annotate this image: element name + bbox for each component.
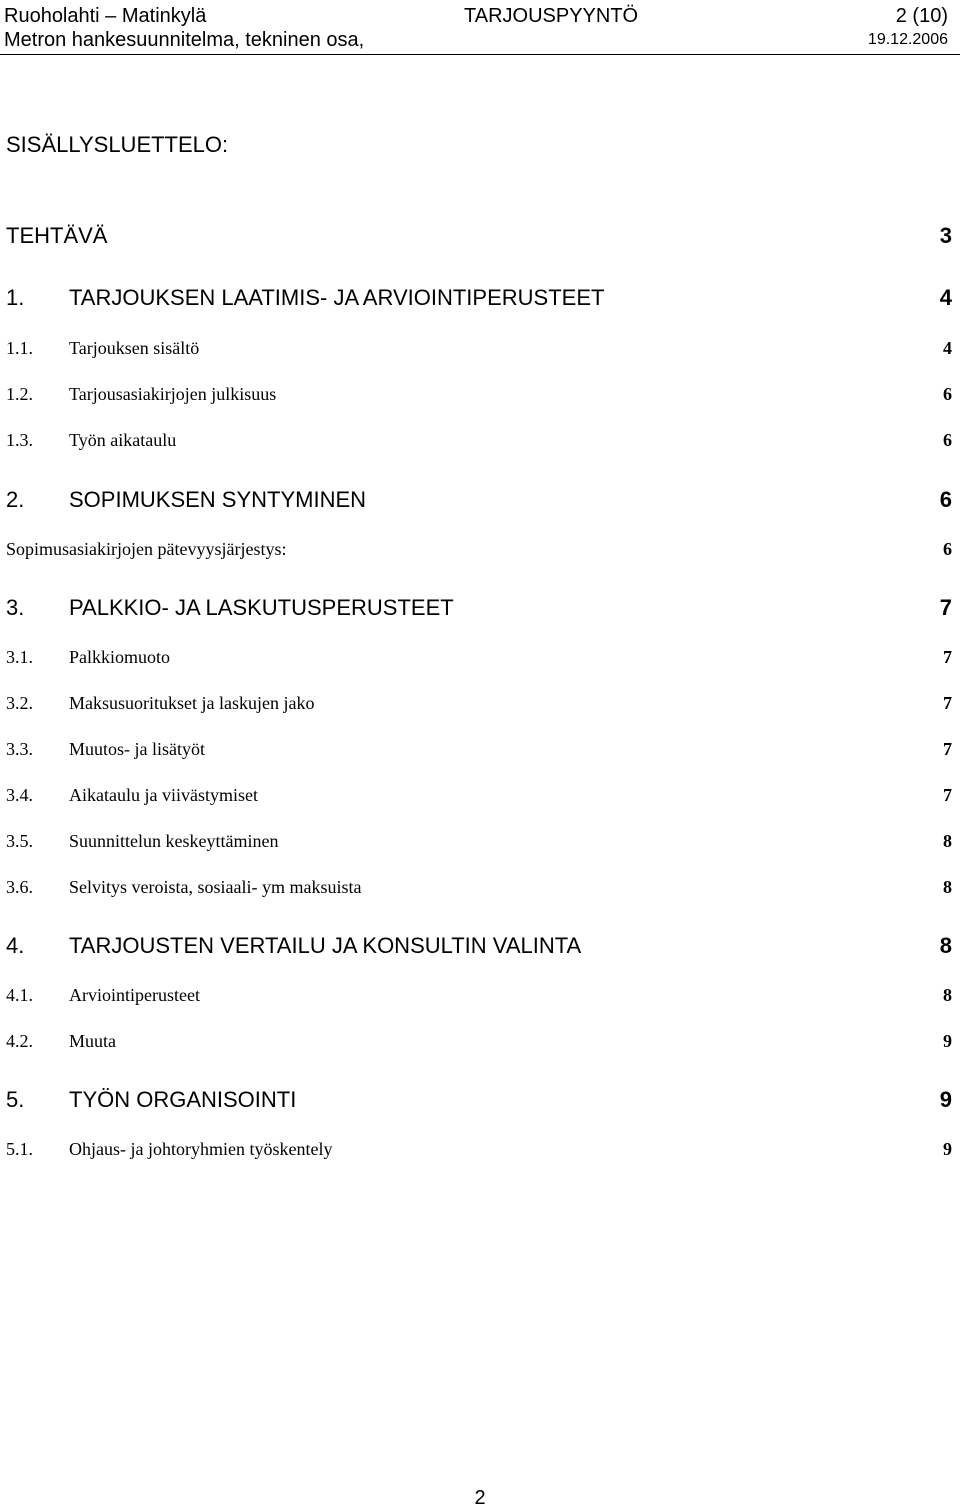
toc-entry-page: 9 — [939, 1087, 952, 1112]
toc-entry-text: Suunnittelun keskeyttäminen — [69, 831, 279, 851]
header-row-1 — [0, 4, 960, 28]
toc-entry[interactable] — [0, 829, 960, 853]
toc-entry-page: 6 — [943, 539, 952, 559]
toc-entry[interactable] — [0, 222, 960, 250]
toc-entry[interactable] — [0, 1137, 960, 1161]
toc-entry-number: 3.6. — [6, 877, 33, 897]
toc-entry-text: TYÖN ORGANISOINTI — [69, 1087, 297, 1112]
toc-entry-number: 3.1. — [6, 647, 33, 667]
toc-entry-number: 4.1. — [6, 985, 33, 1005]
toc-entry-page: 8 — [943, 877, 952, 897]
toc-entry-page: 9 — [943, 1031, 952, 1051]
toc-entry-page: 7 — [943, 647, 952, 667]
toc-entry-page: 4 — [939, 285, 952, 310]
toc-entry[interactable] — [0, 875, 960, 899]
toc-entry-text: Palkkiomuoto — [69, 647, 171, 667]
toc-entry-text: PALKKIO- JA LASKUTUSPERUSTEET — [69, 595, 454, 620]
toc-entry[interactable] — [0, 645, 960, 669]
toc-entry-text: Maksusuoritukset ja laskujen jako — [69, 693, 315, 713]
toc-entry-text: Muuta — [69, 1031, 116, 1051]
toc-entry-page: 3 — [939, 223, 952, 248]
toc-entry-page: 8 — [939, 933, 952, 958]
toc-entry-page: 8 — [943, 831, 952, 851]
toc-entry-number: 5.1. — [6, 1139, 33, 1159]
toc-entry[interactable] — [0, 1029, 960, 1053]
toc-entry-text: Aikataulu ja viivästymiset — [69, 785, 258, 805]
toc-entry-text: Ohjaus- ja johtoryhmien työskentely — [69, 1139, 333, 1159]
toc-entry-page: 7 — [943, 739, 952, 759]
toc-entry-text: Muutos- ja lisätyöt — [69, 739, 205, 759]
toc-entry[interactable] — [0, 428, 960, 452]
toc-entry-number: 3.2. — [6, 693, 33, 713]
toc-entry-number: 4. — [6, 933, 25, 958]
toc-entry-number: 3. — [6, 595, 25, 620]
toc-entry[interactable] — [0, 284, 960, 312]
toc-entry-page: 4 — [943, 338, 952, 358]
toc-entry[interactable] — [0, 783, 960, 807]
header-row-2 — [0, 28, 960, 52]
header-date: 19.12.2006 — [867, 31, 948, 48]
toc-entry-number: 3.4. — [6, 785, 33, 805]
toc-entry[interactable] — [0, 1086, 960, 1114]
toc-entry-page: 6 — [939, 487, 952, 512]
toc-entry-text: Tarjousasiakirjojen julkisuus — [69, 384, 277, 404]
toc-entry-number: 3.3. — [6, 739, 33, 759]
toc-entry-page: 8 — [943, 985, 952, 1005]
toc-entry-number: 1.1. — [6, 338, 33, 358]
toc-entry-page: 6 — [943, 384, 952, 404]
toc-entry[interactable] — [0, 336, 960, 360]
toc-title: SISÄLLYSLUETTELO: — [6, 132, 229, 157]
header-page-of: 2 (10) — [895, 5, 948, 27]
toc-entry[interactable] — [0, 983, 960, 1007]
toc-entry-text: SOPIMUKSEN SYNTYMINEN — [69, 487, 367, 512]
toc-entry[interactable] — [0, 486, 960, 514]
toc-entry-page: 7 — [943, 785, 952, 805]
toc-entry[interactable] — [0, 537, 960, 561]
toc-entry-number: 3.5. — [6, 831, 33, 851]
toc-entry-number: 1. — [6, 285, 25, 310]
toc-entry-text: TARJOUSTEN VERTAILU JA KONSULTIN VALINTA — [69, 933, 582, 958]
toc-entry-text: TARJOUKSEN LAATIMIS- JA ARVIOINTIPERUSTEET — [69, 285, 605, 310]
toc-entry-number: 1.3. — [6, 430, 33, 450]
toc-entry[interactable] — [0, 691, 960, 715]
header-doc-type: TARJOUSPYYNTÖ — [464, 5, 639, 27]
toc-entry[interactable] — [0, 594, 960, 622]
toc-entry-text: Selvitys veroista, sosiaali- ym maksuista — [69, 877, 362, 897]
toc-entry-text: Sopimusasiakirjojen pätevyysjärjestys: — [6, 539, 287, 559]
toc-entry-number: 1.2. — [6, 384, 33, 404]
toc-entry-page: 7 — [939, 595, 952, 620]
toc-entry-page: 6 — [943, 430, 952, 450]
toc-entry-text: Arviointiperusteet — [69, 985, 200, 1005]
header-project: Ruoholahti – Matinkylä — [4, 5, 207, 27]
toc-entry-page: 7 — [943, 693, 952, 713]
toc-entry[interactable] — [0, 737, 960, 761]
footer-page-number: 2 — [474, 1487, 486, 1509]
toc-entry-text: Työn aikataulu — [69, 430, 177, 450]
header-divider — [0, 54, 960, 55]
page-header — [0, 0, 960, 56]
header-subtitle: Metron hankesuunnitelma, tekninen osa, — [4, 29, 365, 51]
toc-entry-number: 2. — [6, 487, 25, 512]
toc-entry-number: 4.2. — [6, 1031, 33, 1051]
toc-entry-text: TEHTÄVÄ — [6, 223, 108, 248]
toc-entry-text: Tarjouksen sisältö — [69, 338, 200, 358]
toc-entry[interactable] — [0, 932, 960, 960]
toc-entry[interactable] — [0, 382, 960, 406]
toc-entry-page: 9 — [943, 1139, 952, 1159]
toc-entry-number: 5. — [6, 1087, 25, 1112]
